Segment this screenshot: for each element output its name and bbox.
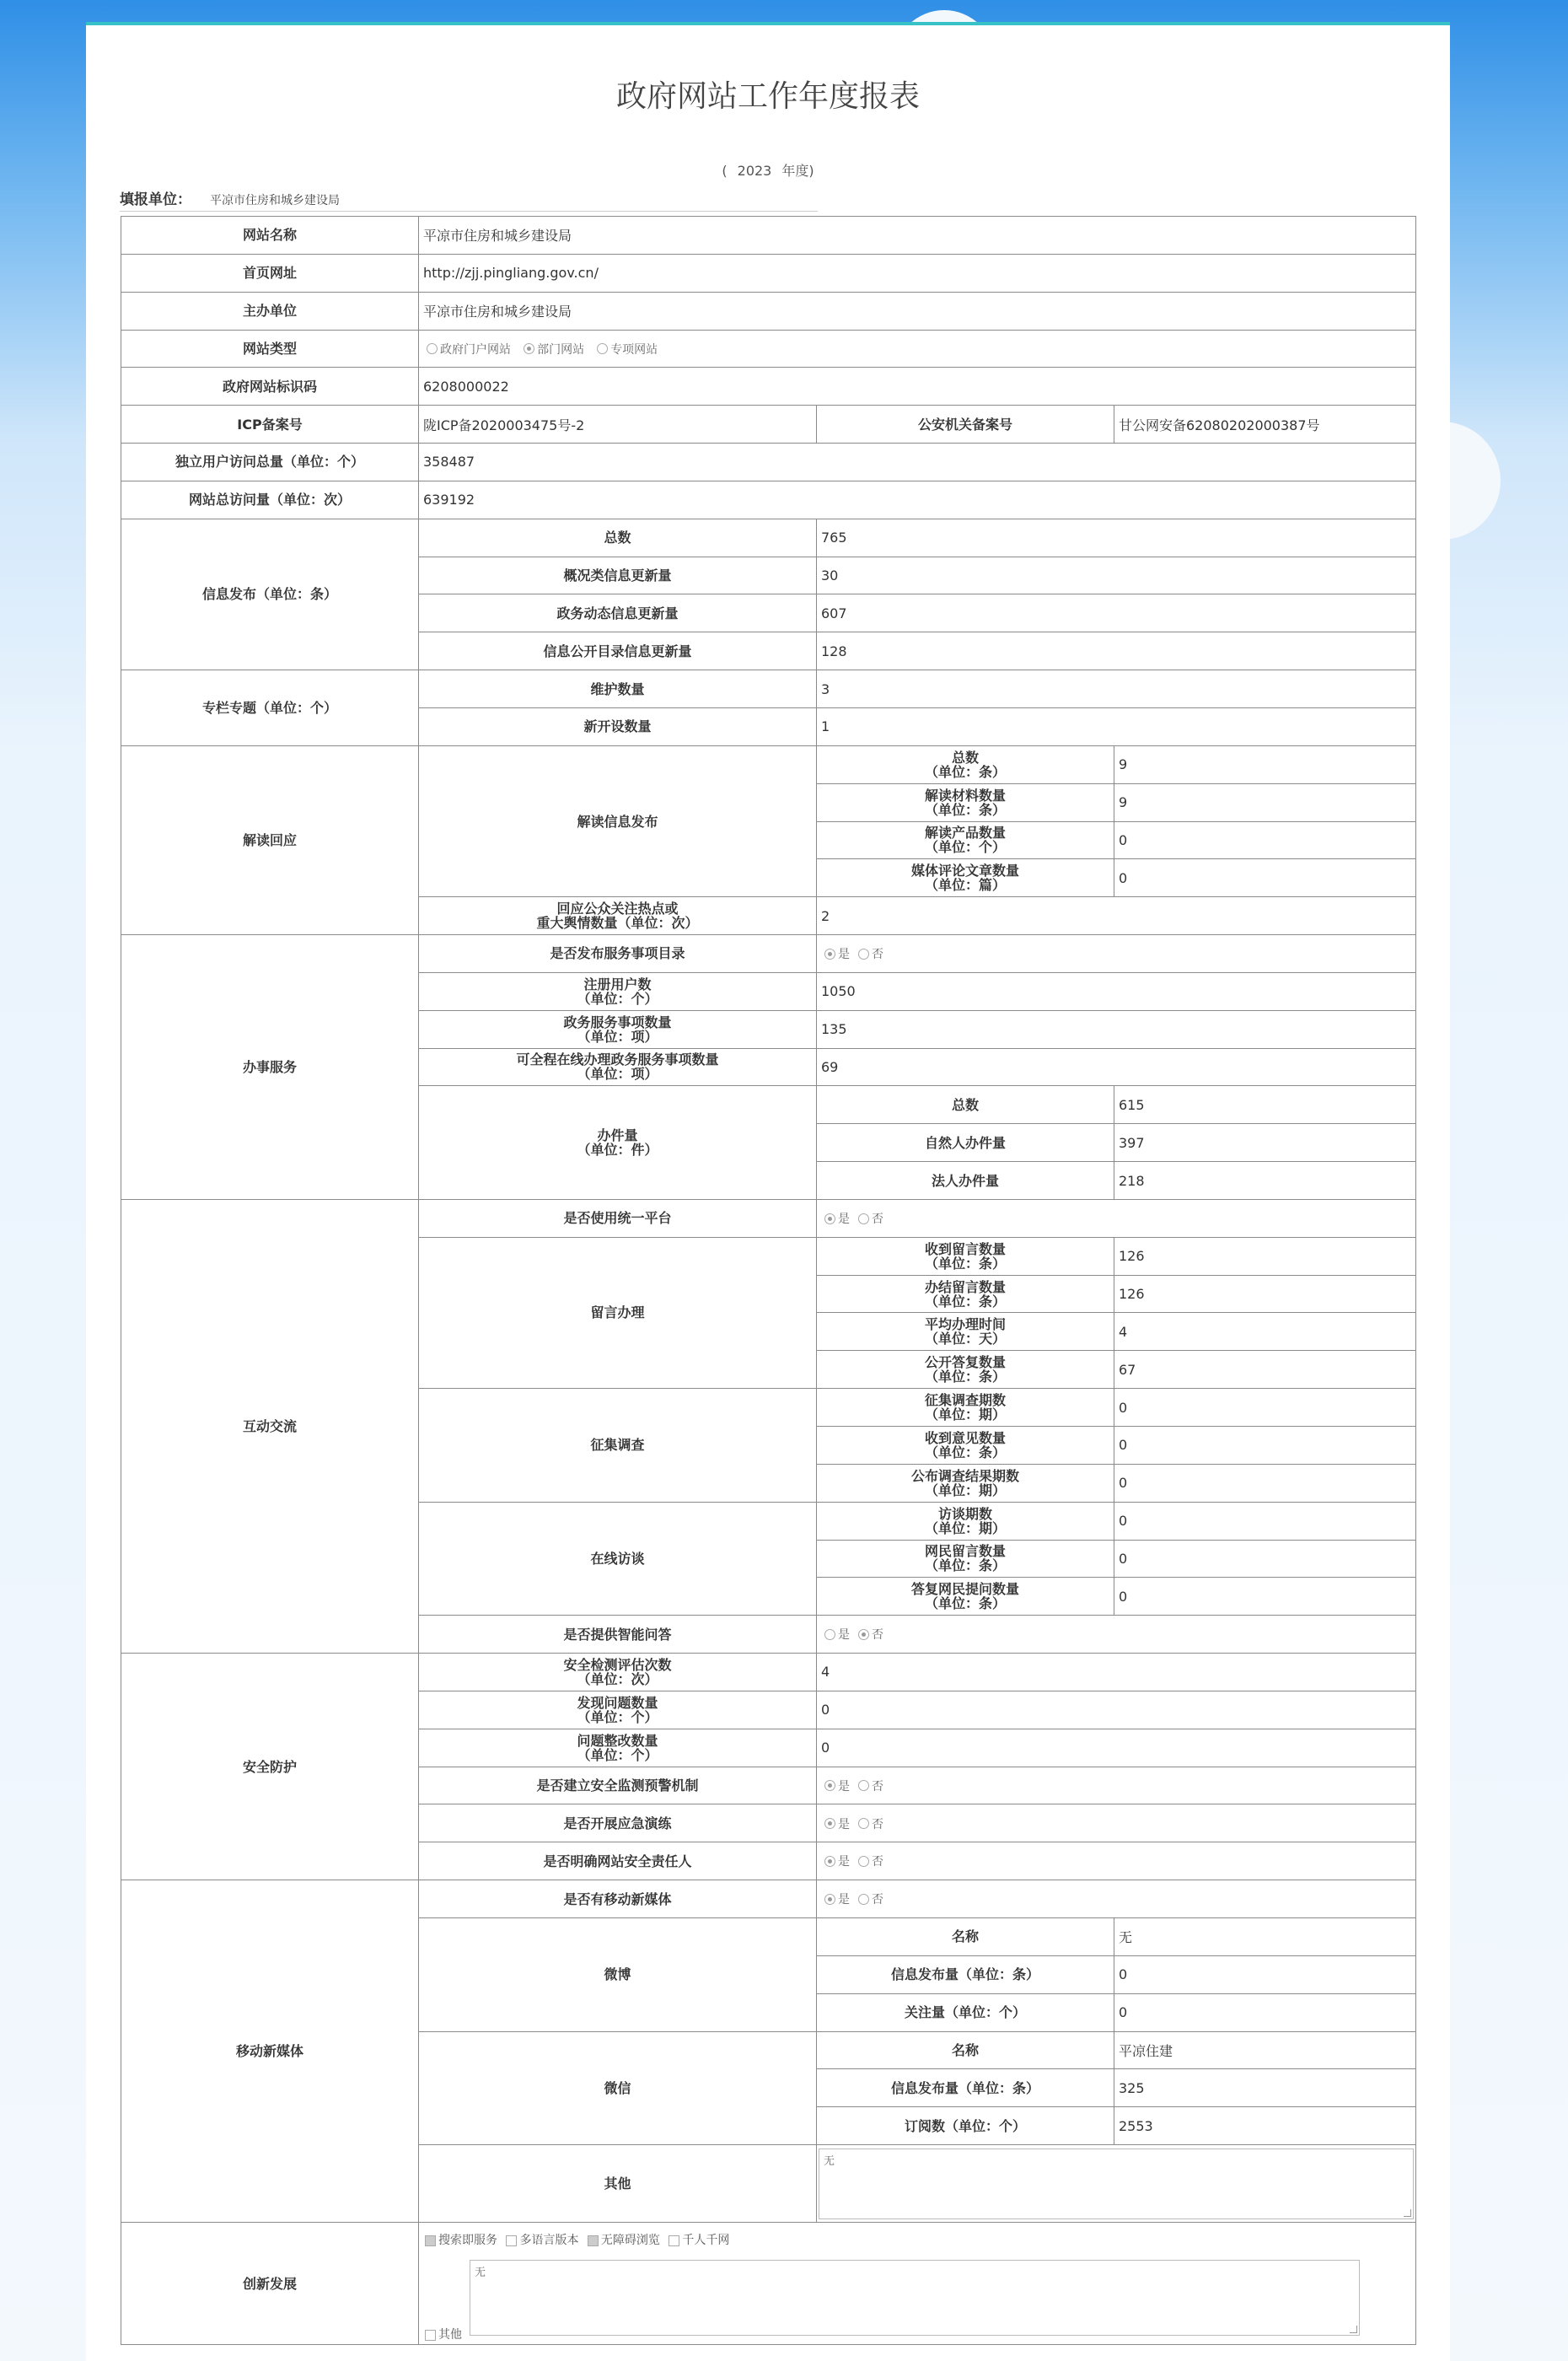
table-row: [121, 1654, 1416, 1691]
filing-unit-label: 填报单位：: [120, 191, 191, 208]
volume-legal-value: 218: [1114, 1162, 1416, 1200]
site-type-options: [419, 330, 1416, 368]
sec-owner-options: [817, 1842, 1416, 1880]
sec-fixed-value: 0: [817, 1729, 1416, 1767]
checkbox[interactable]: [669, 2235, 679, 2246]
table-row: [121, 330, 1416, 368]
checkbox[interactable]: [425, 2235, 436, 2246]
label-line: 办件量: [597, 1127, 638, 1144]
yes-radio[interactable]: [824, 1856, 835, 1867]
radio-label: 是: [838, 1628, 850, 1643]
wechat-name-label: 名称: [817, 2031, 1114, 2069]
label-line: 访谈期数: [937, 1505, 992, 1522]
no-radio[interactable]: [858, 1856, 869, 1867]
wechat-sub-label: 订阅数（单位：个）: [817, 2107, 1114, 2145]
label-unit: （单位：件）: [577, 1142, 658, 1159]
sec-warning-label: 是否建立安全监测预警机制: [419, 1767, 817, 1804]
no-radio[interactable]: [858, 1818, 869, 1829]
radio-label: 专项网站: [610, 342, 658, 357]
radio-label: 是: [838, 1817, 850, 1831]
innovation-other: [423, 2326, 462, 2342]
label-unit: （单位：条）: [924, 1595, 1006, 1612]
service-catalog-options: [817, 935, 1416, 973]
site-code-label: 政府网站标识码: [121, 368, 419, 406]
police-record-value: 甘公网安备62080202000387号: [1114, 406, 1416, 444]
radio-label: 否: [872, 1213, 883, 1227]
mobile-has-options: [817, 1880, 1416, 1918]
label-line: 答复网民提问数量: [910, 1581, 1019, 1598]
mobile-has-label: 是否有移动新媒体: [419, 1880, 817, 1918]
yes-radio[interactable]: [824, 1629, 835, 1640]
label-line: 收到意见数量: [924, 1429, 1006, 1446]
table-row: [121, 519, 1416, 557]
table-row: [121, 406, 1416, 444]
column-maint-label: 维护数量: [419, 670, 817, 708]
table-row: [121, 1880, 1416, 1918]
weibo-name-value: 无: [1114, 1917, 1416, 1955]
mobile-other-cell: [817, 2145, 1416, 2223]
site-name-label: 网站名称: [121, 217, 419, 255]
survey-opinions-label: [817, 1427, 1114, 1465]
interp-response-label: [419, 897, 817, 935]
service-reg-value: 1050: [817, 972, 1416, 1010]
site-name-value: 平凉市住房和城乡建设局: [419, 217, 1416, 255]
label-unit: （单位：条）: [924, 763, 1006, 780]
label-unit: （单位：天）: [924, 1331, 1006, 1347]
wechat-sub-value: 2553: [1114, 2107, 1416, 2145]
label-line: 公开答复数量: [924, 1354, 1006, 1371]
site-type-label: 网站类型: [121, 330, 419, 368]
interview-periods-value: 0: [1114, 1502, 1416, 1540]
sponsor-value: 平凉市住房和城乡建设局: [419, 292, 1416, 330]
radio-label: 是: [838, 1213, 850, 1227]
no-radio[interactable]: [858, 1213, 869, 1224]
interp-product-value: 0: [1114, 821, 1416, 859]
label-line: 解读产品数量: [924, 825, 1006, 842]
volume-legal-label: 法人办件量: [817, 1162, 1114, 1200]
checkbox-label: 搜索即服务: [438, 2234, 497, 2248]
smart-qa-label: 是否提供智能问答: [419, 1616, 817, 1654]
unique-visitors-value: 358487: [419, 444, 1416, 481]
checkbox[interactable]: [588, 2235, 599, 2246]
sec-warning-options: [817, 1767, 1416, 1804]
label-unit: 重大舆情数量（单位：次）: [536, 915, 699, 932]
interp-product-label: [817, 821, 1114, 859]
textarea-text: 无: [475, 2267, 486, 2280]
resize-grip-icon[interactable]: [1404, 2209, 1411, 2217]
msg-pub-value: 67: [1114, 1351, 1416, 1389]
label-unit: （单位：项）: [577, 1028, 658, 1045]
wechat-label: 微信: [419, 2031, 817, 2145]
wechat-name-value: 平凉住建: [1114, 2031, 1416, 2069]
year-paren: (: [722, 163, 728, 179]
interview-label: 在线访谈: [419, 1502, 817, 1616]
table-row: [121, 217, 1416, 255]
yes-radio[interactable]: [824, 1780, 835, 1791]
label-line: 安全检测评估次数: [563, 1656, 672, 1673]
report-year: [86, 160, 1450, 180]
label-line: 收到留言数量: [924, 1240, 1006, 1257]
volume-total-label: 总数: [817, 1086, 1114, 1124]
interview-answers-label: [817, 1578, 1114, 1616]
radio-label: 否: [872, 1628, 883, 1643]
home-url-label: 首页网址: [121, 254, 419, 292]
radio-label: 是: [838, 1893, 850, 1907]
interview-msgs-value: 0: [1114, 1540, 1416, 1578]
label-unit: （单位：条）: [924, 801, 1006, 818]
radio-label: 政府门户网站: [440, 342, 511, 357]
no-radio[interactable]: [858, 1629, 869, 1640]
sponsor-label: 主办单位: [121, 292, 419, 330]
label-line: 可全程在线办理政务服务事项数量: [516, 1051, 719, 1068]
sec-eval-value: 4: [817, 1654, 1416, 1691]
mobile-other-textarea[interactable]: [819, 2149, 1414, 2219]
site-code-value: 6208000022: [419, 368, 1416, 406]
year-suffix: 年度): [781, 163, 814, 179]
page-title: 政府网站工作年度报表: [615, 79, 920, 114]
interp-media-value: 0: [1114, 859, 1416, 897]
label-unit: （单位：篇）: [924, 877, 1006, 894]
column-new-label: 新开设数量: [419, 707, 817, 745]
column-maint-value: 3: [817, 670, 1416, 708]
table-row: [121, 935, 1416, 973]
info-dynamic-label: 政务动态信息更新量: [419, 594, 817, 632]
platform-label: 是否使用统一平台: [419, 1199, 817, 1237]
report-table: [121, 216, 1416, 2345]
checkbox-label: 其他: [438, 2328, 462, 2342]
interp-total-value: 9: [1114, 745, 1416, 783]
label-unit: （单位：个）: [924, 839, 1006, 856]
label-unit: （单位：条）: [924, 1369, 1006, 1385]
filing-unit: [120, 187, 818, 212]
interp-media-label: [817, 859, 1114, 897]
label-unit: （单位：期）: [924, 1519, 1006, 1536]
checkbox-label: 多语言版本: [519, 2234, 579, 2248]
label-line: 征集调查期数: [924, 1392, 1006, 1409]
sec-eval-label: [419, 1654, 817, 1691]
msg-done-label: [817, 1275, 1114, 1313]
info-total-value: 765: [817, 519, 1416, 557]
site-type-radio-portal[interactable]: [427, 343, 438, 354]
table-row: [121, 444, 1416, 481]
msg-avg-value: 4: [1114, 1313, 1416, 1351]
table-row: [121, 368, 1416, 406]
filing-unit-value: 平凉市住房和城乡建设局: [210, 194, 340, 207]
yes-radio[interactable]: [824, 1894, 835, 1905]
label-unit: （单位：项）: [577, 1066, 658, 1083]
msg-done-value: 126: [1114, 1275, 1416, 1313]
innovation-content: [419, 2223, 1415, 2344]
service-section: 办事服务: [121, 935, 419, 1200]
column-new-value: 1: [817, 707, 1416, 745]
yes-radio[interactable]: [824, 949, 835, 960]
checkbox-label: 千人千网: [682, 2234, 730, 2248]
radio-label: 否: [872, 948, 883, 962]
innovation-textarea[interactable]: [470, 2260, 1360, 2336]
label-unit: （单位：期）: [924, 1406, 1006, 1423]
radio-label: 否: [872, 1893, 883, 1907]
site-type-radio-special[interactable]: [597, 343, 608, 354]
radio-label: 否: [872, 1855, 883, 1869]
table-row: [121, 1199, 1416, 1237]
page-views-value: 639192: [419, 481, 1416, 519]
survey-opinions-value: 0: [1114, 1427, 1416, 1465]
wechat-pub-value: 325: [1114, 2069, 1416, 2107]
page-views-label: 网站总访问量（单位：次）: [121, 481, 419, 519]
checkbox-label: 无障碍浏览: [600, 2234, 660, 2248]
label-line: 公布调查结果期数: [910, 1467, 1019, 1484]
resize-grip-icon[interactable]: [1350, 2326, 1357, 2333]
no-radio[interactable]: [858, 1780, 869, 1791]
no-radio[interactable]: [858, 1894, 869, 1905]
interview-msgs-label: [817, 1540, 1114, 1578]
mobile-other-label: 其他: [419, 2145, 817, 2223]
interview-periods-label: [817, 1502, 1114, 1540]
survey-periods-label: [817, 1389, 1114, 1427]
volume-person-label: 自然人办件量: [817, 1124, 1114, 1162]
table-row: [121, 254, 1416, 292]
label-unit: （单位：个）: [577, 1708, 658, 1725]
label-line: 办结留言数量: [924, 1278, 1006, 1295]
report-page: [86, 22, 1450, 2361]
table-row: [121, 2223, 1416, 2345]
survey-results-value: 0: [1114, 1464, 1416, 1502]
no-radio[interactable]: [858, 949, 869, 960]
site-type-radio-department[interactable]: [524, 343, 534, 354]
message-handling-label: 留言办理: [419, 1237, 817, 1388]
info-overview-label: 概况类信息更新量: [419, 557, 817, 594]
icp-value: 陇ICP备2020003475号-2: [419, 406, 817, 444]
volume-total-value: 615: [1114, 1086, 1416, 1124]
smart-qa-options: [817, 1616, 1416, 1654]
service-online-label: [419, 1048, 817, 1086]
label-unit: （单位：条）: [924, 1255, 1006, 1272]
interp-response-value: 2: [817, 897, 1416, 935]
label-unit: （单位：次）: [577, 1670, 658, 1687]
weibo-label: 微博: [419, 1917, 817, 2031]
label-unit: （单位：条）: [924, 1557, 1006, 1574]
service-catalog-label: 是否发布服务事项目录: [419, 935, 817, 973]
radio-label: 是: [838, 948, 850, 962]
volume-person-value: 397: [1114, 1124, 1416, 1162]
label-line: 平均办理时间: [924, 1316, 1006, 1333]
label-line: 媒体评论文章数量: [910, 863, 1019, 879]
info-overview-value: 30: [817, 557, 1416, 594]
radio-label: 否: [872, 1779, 883, 1794]
year-value: 2023: [737, 163, 772, 179]
platform-options: [817, 1199, 1416, 1237]
table-row: [121, 292, 1416, 330]
weibo-pub-value: 0: [1114, 1955, 1416, 1993]
innovation-cell: [419, 2223, 1416, 2345]
label-line: 总数: [951, 749, 979, 766]
sec-drill-options: [817, 1804, 1416, 1842]
interact-section: 互动交流: [121, 1199, 419, 1653]
sec-fixed-label: [419, 1729, 817, 1767]
interp-material-value: 9: [1114, 783, 1416, 821]
security-section: 安全防护: [121, 1654, 419, 1880]
label-line: 问题整改数量: [577, 1732, 658, 1749]
interp-section: 解读回应: [121, 745, 419, 934]
info-catalog-value: 128: [817, 632, 1416, 670]
sec-drill-label: 是否开展应急演练: [419, 1804, 817, 1842]
label-line: 注册用户数: [583, 976, 652, 992]
innovation-section: 创新发展: [121, 2223, 419, 2345]
label-unit: （单位：条）: [924, 1444, 1006, 1460]
label-unit: （单位：个）: [577, 990, 658, 1007]
checkbox[interactable]: [425, 2330, 436, 2341]
label-unit: （单位：条）: [924, 1293, 1006, 1310]
label-unit: （单位：个）: [577, 1746, 658, 1763]
label-line: 回应公众关注热点或: [556, 901, 679, 917]
home-url-value: http://zjj.pingliang.gov.cn/: [419, 254, 1416, 292]
interview-answers-value: 0: [1114, 1578, 1416, 1616]
service-items-value: 135: [817, 1010, 1416, 1048]
info-total-label: 总数: [419, 519, 817, 557]
label-line: 发现问题数量: [577, 1694, 658, 1711]
sec-found-label: [419, 1691, 817, 1729]
info-catalog-label: 信息公开目录信息更新量: [419, 632, 817, 670]
service-reg-label: [419, 972, 817, 1010]
info-dynamic-value: 607: [817, 594, 1416, 632]
service-online-value: 69: [817, 1048, 1416, 1086]
innovation-options: [423, 2231, 733, 2248]
weibo-follow-label: 关注量（单位：个）: [817, 1993, 1114, 2031]
table-row: [121, 670, 1416, 708]
table-row: [121, 481, 1416, 519]
mobile-section: 移动新媒体: [121, 1880, 419, 2223]
unique-visitors-label: 独立用户访问总量（单位：个）: [121, 444, 419, 481]
msg-pub-label: [817, 1351, 1114, 1389]
label-line: 政务服务事项数量: [563, 1014, 672, 1030]
weibo-follow-value: 0: [1114, 1993, 1416, 2031]
yes-radio[interactable]: [824, 1213, 835, 1224]
label-line: 解读材料数量: [924, 787, 1006, 804]
table-row: [121, 745, 1416, 783]
column-section: 专栏专题（单位：个）: [121, 670, 419, 746]
survey-label: 征集调查: [419, 1389, 817, 1503]
radio-label: 是: [838, 1779, 850, 1794]
weibo-name-label: 名称: [817, 1917, 1114, 1955]
radio-label: 部门网站: [537, 342, 585, 357]
wechat-pub-label: 信息发布量（单位：条）: [817, 2069, 1114, 2107]
service-volume-label: [419, 1086, 817, 1200]
label-unit: （单位：期）: [924, 1482, 1006, 1498]
sec-found-value: 0: [817, 1691, 1416, 1729]
yes-radio[interactable]: [824, 1818, 835, 1829]
radio-label: 是: [838, 1855, 850, 1869]
msg-recv-label: [817, 1237, 1114, 1275]
msg-avg-label: [817, 1313, 1114, 1351]
label-line: 网民留言数量: [924, 1543, 1006, 1560]
survey-periods-value: 0: [1114, 1389, 1416, 1427]
survey-results-label: [817, 1464, 1114, 1502]
service-items-label: [419, 1010, 817, 1048]
interp-total-label: [817, 745, 1114, 783]
police-record-label: 公安机关备案号: [817, 406, 1114, 444]
sec-owner-label: 是否明确网站安全责任人: [419, 1842, 817, 1880]
info-publish-section: 信息发布（单位：条）: [121, 519, 419, 670]
interp-publish-label: 解读信息发布: [419, 745, 817, 896]
interp-material-label: [817, 783, 1114, 821]
textarea-text: 无: [824, 2154, 835, 2168]
radio-label: 否: [872, 1817, 883, 1831]
icp-label: ICP备案号: [121, 406, 419, 444]
checkbox[interactable]: [506, 2235, 517, 2246]
weibo-pub-label: 信息发布量（单位：条）: [817, 1955, 1114, 1993]
msg-recv-value: 126: [1114, 1237, 1416, 1275]
